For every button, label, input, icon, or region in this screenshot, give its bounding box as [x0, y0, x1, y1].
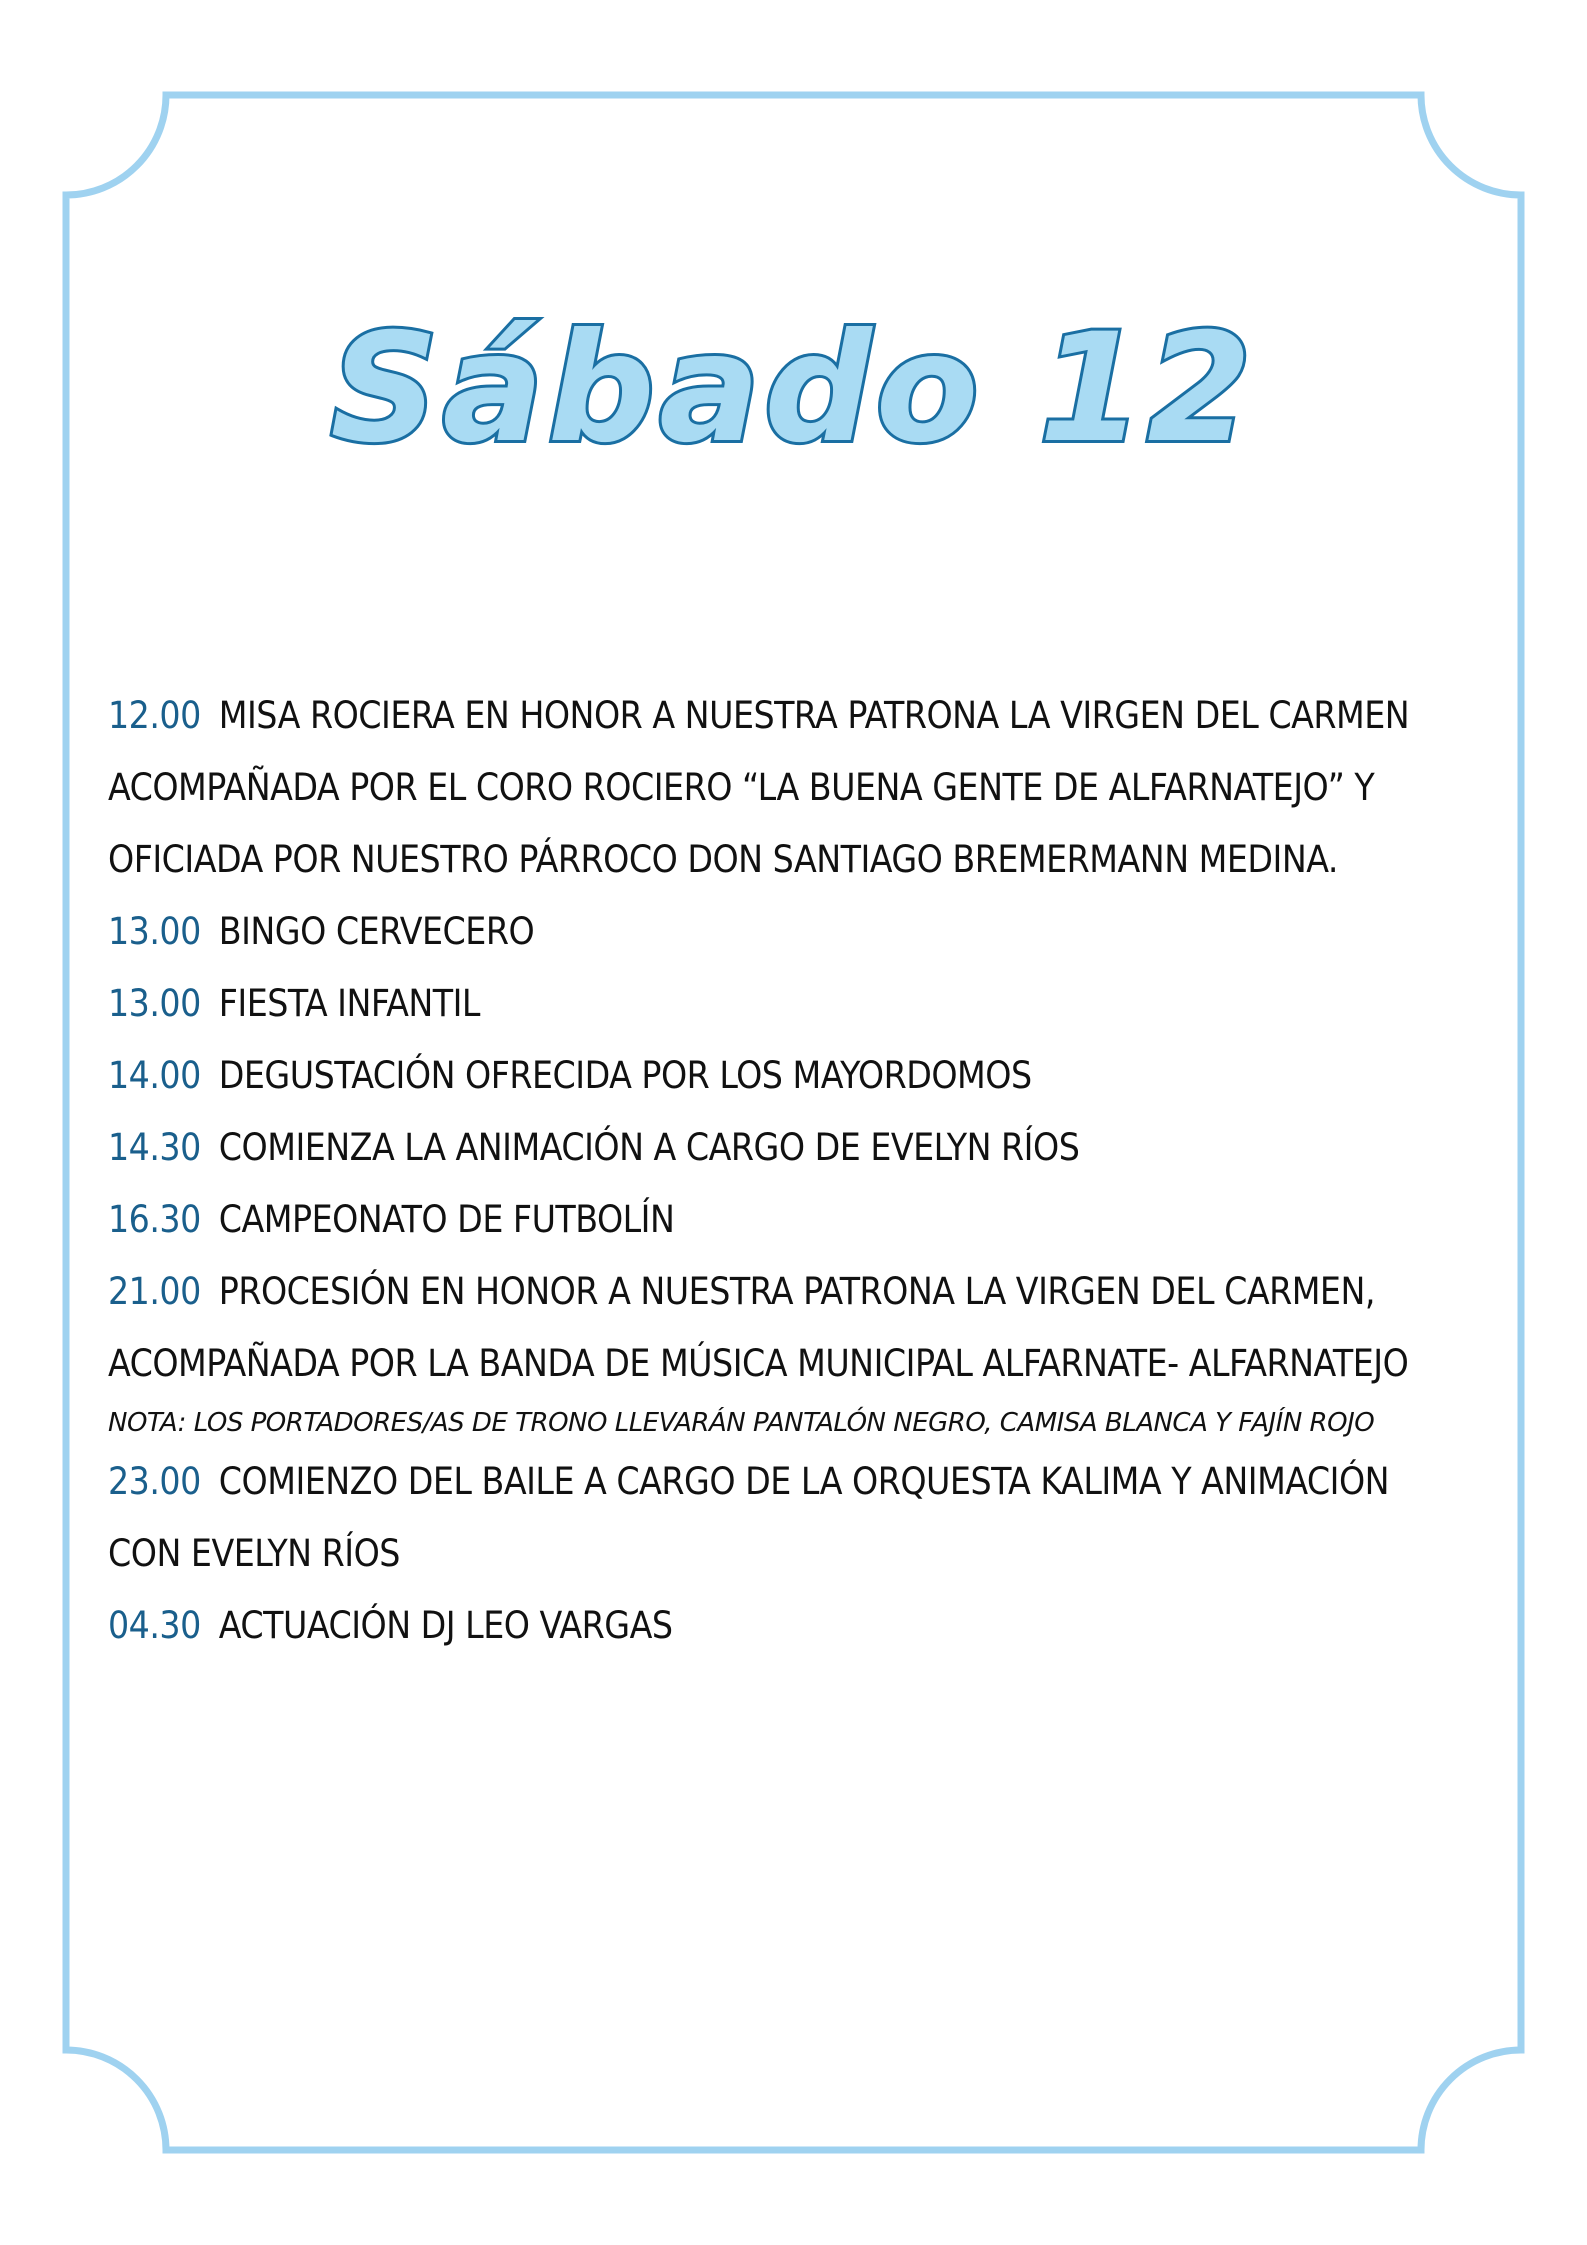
- schedule-time: 14.30: [108, 1126, 201, 1169]
- schedule-item: [108, 1112, 1488, 1184]
- schedule-description: CAMPEONATO DE FUTBOLÍN: [218, 1198, 675, 1241]
- schedule-description: CON EVELYN RÍOS: [108, 1532, 400, 1575]
- schedule-description: FIESTA INFANTIL: [218, 982, 480, 1025]
- schedule-item-continuation: [108, 824, 1488, 896]
- schedule-time: 13.00: [108, 982, 201, 1025]
- schedule-item: [108, 1446, 1488, 1518]
- schedule-item: [108, 1040, 1488, 1112]
- schedule-time: 13.00: [108, 910, 201, 953]
- schedule-time: 12.00: [108, 694, 201, 737]
- schedule-item: [108, 968, 1488, 1040]
- schedule-item: [108, 896, 1488, 968]
- schedule-time: 21.00: [108, 1270, 201, 1313]
- schedule-description: PROCESIÓN EN HONOR A NUESTRA PATRONA LA VIRGEN DEL CARMEN,: [218, 1270, 1375, 1313]
- schedule-item-continuation: [108, 1518, 1488, 1590]
- schedule-description: MISA ROCIERA EN HONOR A NUESTRA PATRONA LA VIRGEN DEL CARMEN: [218, 694, 1410, 737]
- page-title-graphic: [0, 290, 1587, 480]
- schedule-time: 16.30: [108, 1198, 201, 1241]
- schedule-item: [108, 1256, 1488, 1328]
- schedule-item-continuation: [108, 752, 1488, 824]
- schedule-note: NOTA: LOS PORTADORES/AS DE TRONO LLEVARÁN PANTALÓN NEGRO, CAMISA BLANCA Y FAJÍN ROJO: [108, 1408, 1375, 1438]
- schedule-description: ACOMPAÑADA POR EL CORO ROCIERO “LA BUENA GENTE DE ALFARNATEJO” Y: [108, 766, 1375, 809]
- schedule-item: [108, 680, 1488, 752]
- schedule-description: ACTUACIÓN DJ LEO VARGAS: [218, 1604, 673, 1647]
- schedule-item-continuation: [108, 1328, 1488, 1400]
- schedule-item: [108, 1590, 1488, 1662]
- schedule-list: [108, 680, 1488, 1662]
- page-title: Sábado 12: [330, 302, 1256, 476]
- schedule-description: COMIENZA LA ANIMACIÓN A CARGO DE EVELYN RÍOS: [218, 1126, 1080, 1169]
- schedule-description: OFICIADA POR NUESTRO PÁRROCO DON SANTIAGO BREMERMANN MEDINA.: [108, 838, 1338, 881]
- schedule-time: 04.30: [108, 1604, 201, 1647]
- schedule-time: 23.00: [108, 1460, 201, 1503]
- schedule-description: BINGO CERVECERO: [218, 910, 535, 953]
- schedule-item: [108, 1184, 1488, 1256]
- schedule-time: 14.00: [108, 1054, 201, 1097]
- schedule-description: COMIENZO DEL BAILE A CARGO DE LA ORQUESTA KALIMA Y ANIMACIÓN: [218, 1460, 1390, 1503]
- schedule-description: DEGUSTACIÓN OFRECIDA POR LOS MAYORDOMOS: [218, 1054, 1032, 1097]
- schedule-description: ACOMPAÑADA POR LA BANDA DE MÚSICA MUNICIPAL ALFARNATE- ALFARNATEJO: [108, 1342, 1409, 1385]
